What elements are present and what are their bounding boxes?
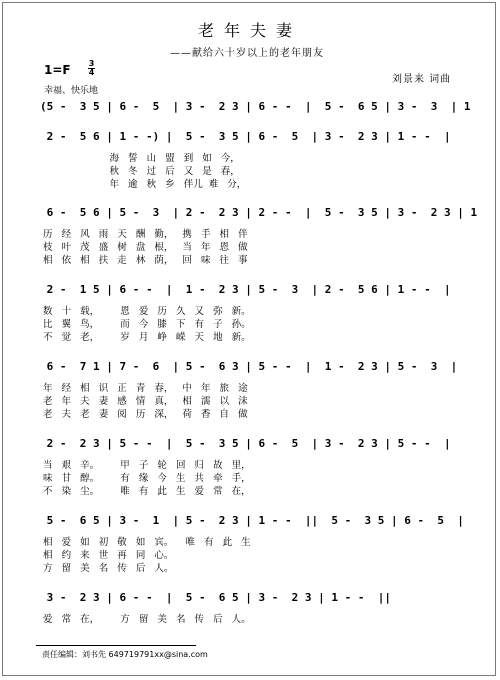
notation-line: 2 - 2 3 | 5 - - | 5 - 3 5 | 6 - 5 | 3 - 2 3 | 5 - - | (40, 437, 451, 450)
lyric-line: 数 十 载， 恩 爱 历 久 又 弥 新。 (40, 306, 251, 317)
meter-top: 3 (88, 59, 95, 68)
lyric-line: 不 觉 老， 岁 月 峥 嵘 天 地 新。 (40, 332, 251, 343)
notation-line: 2 - 5 6 | 1 - -) | 5 - 3 5 | 6 - 5 | 3 - 2 3 | 1 - - | (40, 130, 451, 143)
score-system-6 (40, 435, 460, 498)
song-subtitle: ——献给六十岁以上的老年朋友 (170, 48, 324, 59)
lyric-line: 老 年 夫 妻 感 情 真， 相 濡 以 沫 (40, 396, 248, 407)
key-signature: 1=F (44, 63, 71, 77)
lyric-line: 相 依 相 扶 走 林 荫， 回 味 往 事 (40, 255, 248, 266)
lyric-line: 海 誓 山 盟 到 如 今， (40, 153, 240, 164)
lyrics-block (40, 152, 460, 191)
notation-line: 6 - 5 6 | 5 - 3 | 2 - 2 3 | 2 - - | 5 - 3 5 | 3 - 2 3 | 1 (40, 206, 484, 219)
score-system-3 (40, 204, 484, 267)
notation-line: (5 - 3 5 | 6 - 5 | 3 - 2 3 | 6 - - | 5 - 6 5 | 3 - 3 | 1 (40, 100, 478, 113)
lyrics-block (40, 613, 460, 626)
lyric-line: 相 约 来 世 再 同 心。 (40, 550, 174, 561)
lyrics-block (40, 228, 460, 267)
notation-line: 6 - 7 1 | 7 - 6 | 5 - 6 3 | 5 - - | 1 - 2 3 | 5 - 3 | (40, 360, 464, 373)
lyric-line: 老 夫 老 妻 阅 历 深， 荷 香 自 做 (40, 409, 248, 420)
footer-divider (36, 645, 196, 646)
lyric-line: 不 染 尘。 唯 有 此 生 爱 常 在， (40, 486, 251, 497)
score-system-5 (40, 358, 464, 421)
lyric-line: 年 经 相 识 正 青 春， 中 年 旅 途 (40, 383, 248, 394)
notation-line: 3 - 2 3 | 6 - - | 5 - 6 5 | 3 - 2 3 | 1 - - || (40, 591, 391, 604)
lyric-line: 方 留 美 名 传 后 人。 (40, 563, 174, 574)
score-system-2 (40, 128, 460, 191)
lyric-line: 当 艰 辛。 甲 子 轮 回 归 故 里， (40, 460, 251, 471)
lyric-line: 秋 冬 过 后 又 是 春， (40, 166, 240, 177)
meter-bottom: 4 (88, 68, 95, 77)
score-system-7 (40, 512, 464, 575)
lyric-line: 年 逾 秋 乡 伴儿 难 分， (40, 179, 247, 190)
lyrics-block (40, 305, 460, 344)
lyric-line: 爱 常 在， 方 留 美 名 传 后 人。 (40, 614, 251, 625)
tempo-marking: 幸福、快乐地 (44, 86, 99, 96)
score-system-4 (40, 281, 460, 344)
score-system-1 (40, 98, 478, 116)
lyric-line: 相 爱 如 初 敬 如 宾。 唯 有 此 生 (40, 537, 251, 548)
lyrics-block (40, 459, 460, 498)
lyric-line: 枝 叶 茂 盛 树 盘 根， 当 年 恩 做 (40, 242, 248, 253)
lyrics-block (40, 536, 460, 575)
lyrics-block (40, 382, 460, 421)
lyric-line: 味 甘 醇。 有 缘 今 生 共 牵 手， (40, 473, 251, 484)
notation-line: 5 - 6 5 | 3 - 1 | 5 - 2 3 | 1 - - || 5 - 3 5 | 6 - 5 | (40, 514, 464, 527)
time-signature (88, 60, 95, 77)
song-title: 老年夫妻 (197, 21, 302, 40)
lyric-line: 比 翼 鸟， 而 今 膝 下 有 子 孙。 (40, 319, 251, 330)
composer-credit: 刘景来 词曲 (392, 74, 452, 85)
lyric-line: 历 经 风 雨 天 酬 勤， 携 手 相 伴 (40, 229, 248, 240)
footer-editor: 责任编辑：刘书先 649719791xx@sina.com (42, 650, 208, 659)
notation-line: 2 - 1 5 | 6 - - | 1 - 2 3 | 5 - 3 | 2 - 5 6 | 1 - - | (40, 283, 451, 296)
score-system-8 (40, 589, 460, 626)
